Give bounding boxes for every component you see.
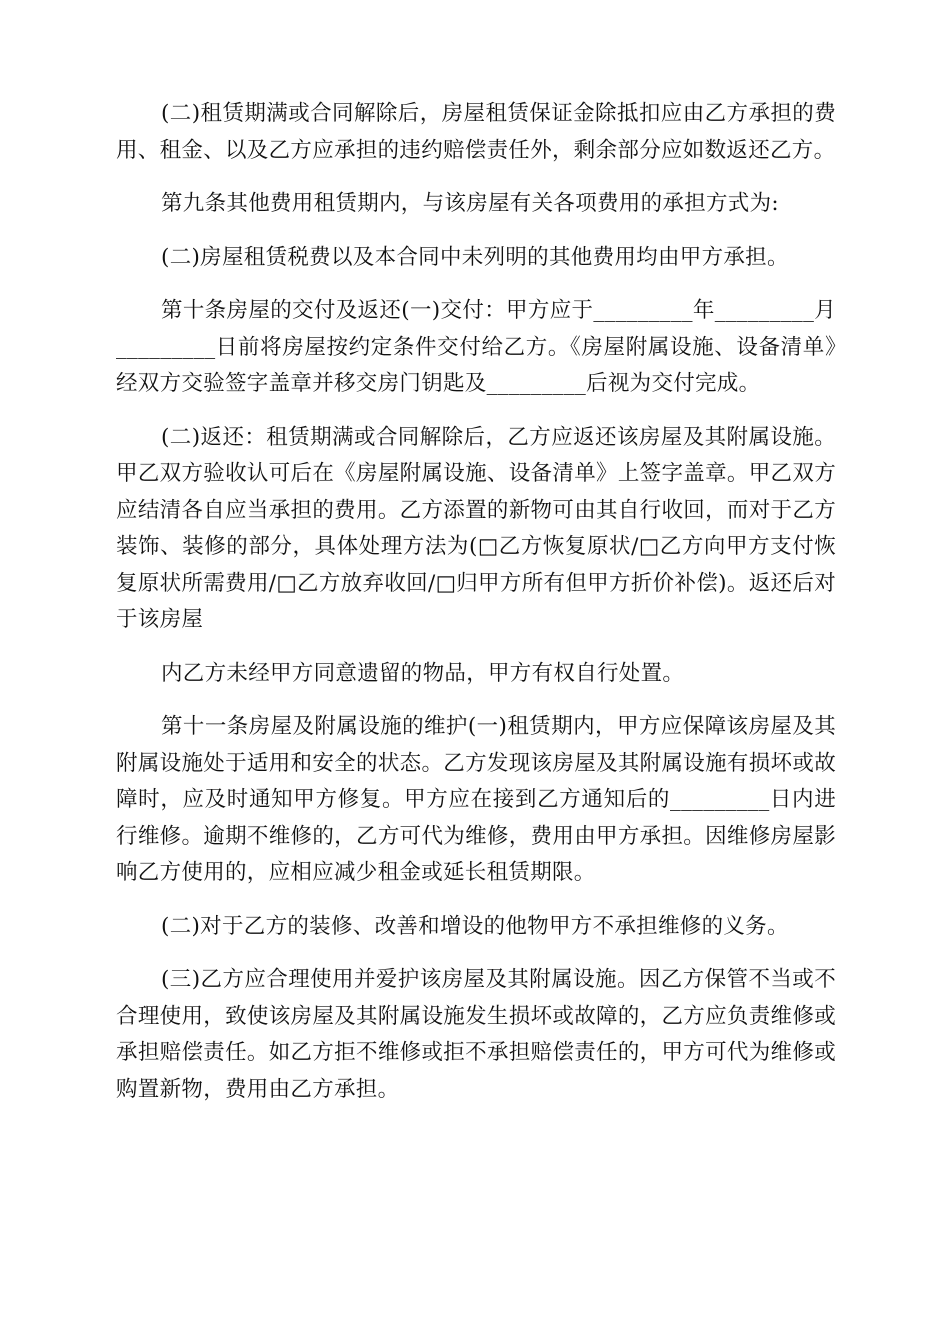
paragraph-article-9: 第九条其他费用租赁期内，与该房屋有关各项费用的承担方式为: <box>161 191 779 216</box>
document-page <box>116 96 836 1125</box>
paragraph-article-11-maintenance: 第十一条房屋及附属设施的维护(一)租赁期内，甲方应保障该房屋及其附属设施处于适用和安全的状态。乙方发现该房屋及其附属设施有损坏或故障时，应及时通知甲方修复。甲方应在接到乙方通知后的_________日内进行维修。逾期不维修的，乙方可代为维修，费用由甲方承担。因维修房屋影响乙方使用的，应相应减少租金或延长租赁期限。 <box>116 714 836 885</box>
paragraph-taxes-fees: (二)房屋租赁税费以及本合同中未列明的其他费用均由甲方承担。 <box>161 244 789 270</box>
paragraph-proper-use: (三)乙方应合理使用并爱护该房屋及其附属设施。因乙方保管不当或不合理使用，致使该房屋及其附属设施发生损坏或故障的，乙方应负责维修或承担赔偿责任。如乙方拒不维修或拒不承担赔偿责任的，甲方可代为维修或购置新物，费用由乙方承担。 <box>116 967 836 1102</box>
paragraph-deposit-return: (二)租赁期满或合同解除后，房屋租赁保证金除抵扣应由乙方承担的费用、租金、以及乙方应承担的违约赔偿责任外，剩余部分应如数返还乙方。 <box>116 101 836 163</box>
paragraph-return: (二)返还：租赁期满或合同解除后，乙方应返还该房屋及其附属设施。甲乙双方验收认可后在《房屋附属设施、设备清单》上签字盖章。甲乙双方应结清各自应当承担的费用。乙方添置的新物可由其自行收回，而对于乙方装饰、装修的部分，具体处理方法为(□乙方恢复原状/□乙方向甲方支付恢复原状所需费用/□乙方放弃收回/□归甲方所有但甲方折价补偿)。返还后对于该房屋 <box>116 424 836 632</box>
paragraph-left-items: 内乙方未经甲方同意遗留的物品，甲方有权自行处置。 <box>161 660 685 686</box>
paragraph-renovation-maintenance: (二)对于乙方的装修、改善和增设的他物甲方不承担维修的义务。 <box>161 913 789 939</box>
paragraph-article-10-delivery: 第十条房屋的交付及返还(一)交付：甲方应于_________年_________月_________日前将房屋按约定条件交付给乙方。《房屋附属设施、设备清单》经双方交验签字盖章并移交房门钥匙及_________后视为交付完成。 <box>116 298 836 396</box>
